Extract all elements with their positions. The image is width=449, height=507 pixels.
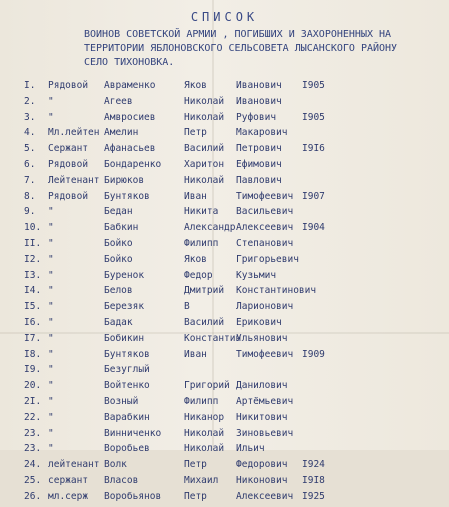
entry-number: I4. — [24, 285, 42, 297]
entry-surname: Бобикин — [104, 332, 145, 344]
entry-first-name: Григорий — [184, 380, 230, 392]
list-entry — [0, 364, 449, 380]
list-entry — [0, 206, 449, 222]
entry-number: I. — [24, 80, 36, 91]
entry-patronymic: Васильевич — [236, 206, 294, 218]
entry-birth-year: I9I6 — [302, 143, 325, 155]
entry-number: 10. — [24, 222, 42, 234]
entry-rank: " — [48, 222, 54, 234]
document-subtitle — [84, 28, 414, 70]
entry-number: I5. — [24, 301, 42, 313]
entry-surname: Бедан — [104, 206, 133, 218]
entry-rank: " — [48, 111, 54, 123]
entry-surname: Авраменко — [104, 80, 156, 91]
entry-patronymic: Ульянович — [236, 332, 288, 344]
list-entry — [0, 491, 449, 507]
entry-first-name: Николай — [184, 95, 225, 107]
entry-surname: Амвросиев — [104, 111, 156, 123]
entry-rank: " — [48, 395, 54, 407]
entry-patronymic: Алексеевич — [236, 490, 294, 502]
entry-rank: " — [48, 427, 54, 439]
entry-first-name: Василий — [184, 143, 225, 155]
entry-birth-year: I905 — [302, 111, 325, 123]
entry-surname: Агеев — [104, 95, 133, 107]
list-entry — [0, 254, 449, 270]
entry-number: 20. — [24, 380, 42, 392]
entry-number: I2. — [24, 253, 42, 265]
entry-rank: " — [48, 206, 54, 218]
entry-number: I3. — [24, 269, 42, 281]
list-entry — [0, 428, 449, 444]
list-entry — [0, 222, 449, 238]
soldier-list — [0, 80, 449, 507]
entry-first-name: Никита — [184, 206, 219, 218]
entry-rank: лейтенант — [48, 459, 100, 471]
entry-patronymic: Павлович — [236, 174, 282, 186]
list-entry — [0, 301, 449, 317]
entry-patronymic: Тимофеевич — [236, 348, 294, 360]
entry-surname: Бойко — [104, 237, 133, 249]
entry-first-name: Николай — [184, 111, 225, 123]
entry-birth-year: I905 — [302, 80, 325, 91]
list-entry — [0, 459, 449, 475]
entry-patronymic: Руфович — [236, 111, 277, 123]
entry-patronymic: Иванович — [236, 95, 282, 107]
entry-surname: Бойко — [104, 253, 133, 265]
entry-rank: " — [48, 364, 54, 376]
subtitle-line: ТЕРРИТОРИИ ЯБЛОНОВСКОГО СЕЛЬСОВЕТА ЛЫСАНСКОГО РАЙОНУ — [84, 43, 398, 54]
entry-patronymic: Никитович — [236, 411, 288, 423]
list-entry — [0, 191, 449, 207]
entry-birth-year: I904 — [302, 222, 325, 234]
subtitle-line: ВОИНОВ СОВЕТСКОЙ АРМИИ , ПОГИБШИХ И ЗАХОРОНЕННЫХ НА — [84, 29, 392, 40]
entry-surname: Воробьев — [104, 443, 150, 455]
entry-surname: Бунтяков — [104, 348, 150, 360]
entry-patronymic: Данилович — [236, 380, 288, 392]
entry-number: 22. — [24, 411, 42, 423]
entry-surname: Березяк — [104, 301, 145, 313]
entry-patronymic: Ильич — [236, 443, 265, 455]
entry-patronymic: Кузьмич — [236, 269, 277, 281]
entry-surname: Бадак — [104, 316, 133, 328]
entry-patronymic: Артёмьевич — [236, 395, 294, 407]
list-entry — [0, 159, 449, 175]
entry-number: 4. — [24, 127, 36, 139]
entry-patronymic: Григорьевич — [236, 253, 299, 265]
entry-number: 2. — [24, 95, 36, 107]
entry-rank: " — [48, 443, 54, 455]
entry-number: 2I. — [24, 395, 42, 407]
entry-first-name: Константин — [184, 332, 242, 344]
entry-first-name: Николай — [184, 427, 225, 439]
entry-first-name: Яков — [184, 253, 207, 265]
entry-first-name: Дмитрий — [184, 285, 225, 297]
entry-surname: Белов — [104, 285, 133, 297]
entry-birth-year: I925 — [302, 490, 325, 502]
entry-patronymic: Алексеевич — [236, 222, 294, 234]
entry-patronymic: Петрович — [236, 143, 282, 155]
entry-patronymic: Федорович — [236, 459, 288, 471]
list-entry — [0, 270, 449, 286]
entry-rank: " — [48, 332, 54, 344]
entry-number: 7. — [24, 174, 36, 186]
list-entry — [0, 412, 449, 428]
list-entry — [0, 317, 449, 333]
entry-birth-year: I909 — [302, 348, 325, 360]
entry-patronymic: Иванович — [236, 80, 282, 91]
entry-patronymic: Зиновьевич — [236, 427, 294, 439]
entry-first-name: Петр — [184, 490, 207, 502]
entry-first-name: Николай — [184, 443, 225, 455]
entry-patronymic: Ларионович — [236, 301, 294, 313]
entry-patronymic: Ерикович — [236, 316, 282, 328]
entry-surname: Бондаренко — [104, 158, 162, 170]
entry-number: 9. — [24, 206, 36, 218]
entry-rank: Рядовой — [48, 158, 89, 170]
document-title: СПИСОК — [190, 10, 259, 24]
entry-first-name: Михаил — [184, 474, 219, 486]
list-entry — [0, 443, 449, 459]
entry-number: 26. — [24, 490, 42, 502]
entry-rank: " — [48, 301, 54, 313]
entry-surname: Буренок — [104, 269, 145, 281]
entry-patronymic: Никонович — [236, 474, 288, 486]
list-entry — [0, 175, 449, 191]
entry-number: I9. — [24, 364, 42, 376]
entry-surname: Бунтяков — [104, 190, 150, 202]
entry-number: 5. — [24, 143, 36, 155]
entry-patronymic: Тимофеевич — [236, 190, 294, 202]
entry-first-name: Иван — [184, 190, 207, 202]
entry-rank: " — [48, 316, 54, 328]
entry-number: 6. — [24, 158, 36, 170]
entry-rank: " — [48, 237, 54, 249]
entry-rank: " — [48, 348, 54, 360]
entry-first-name: Александр — [184, 222, 236, 234]
list-entry — [0, 349, 449, 365]
list-entry — [0, 96, 449, 112]
entry-number: 8. — [24, 190, 36, 202]
entry-first-name: Петр — [184, 459, 207, 471]
entry-rank: сержант — [48, 474, 89, 486]
entry-surname: Власов — [104, 474, 139, 486]
entry-number: 24. — [24, 459, 42, 471]
list-entry — [0, 396, 449, 412]
entry-birth-year: I907 — [302, 190, 325, 202]
entry-first-name: Федор — [184, 269, 213, 281]
entry-surname: Волк — [104, 459, 127, 471]
entry-first-name: Николай — [184, 174, 225, 186]
entry-rank: Лейтенант — [48, 174, 100, 186]
entry-rank: Сержант — [48, 143, 89, 155]
entry-rank: " — [48, 269, 54, 281]
entry-patronymic: Ефимович — [236, 158, 282, 170]
entry-number: I8. — [24, 348, 42, 360]
list-entry — [0, 112, 449, 128]
entry-first-name: Петр — [184, 127, 207, 139]
entry-rank: мл.серж — [48, 490, 89, 502]
entry-rank: Мл.лейтен — [48, 127, 100, 139]
entry-first-name: Василий — [184, 316, 225, 328]
entry-number: 25. — [24, 474, 42, 486]
entry-number: 3. — [24, 111, 36, 123]
entry-first-name: Филипп — [184, 395, 219, 407]
entry-number: I6. — [24, 316, 42, 328]
entry-birth-year: I9I8 — [302, 474, 325, 486]
entry-surname: Воробьянов — [104, 490, 162, 502]
entry-surname: Безуглый — [104, 364, 150, 376]
entry-first-name: Харитон — [184, 158, 225, 170]
entry-first-name: Яков — [184, 80, 207, 91]
entry-surname: Бирюков — [104, 174, 145, 186]
entry-rank: " — [48, 95, 54, 107]
entry-surname: Войтенко — [104, 380, 150, 392]
entry-first-name: Иван — [184, 348, 207, 360]
entry-patronymic: Константинович — [236, 285, 317, 297]
entry-number: I7. — [24, 332, 42, 344]
list-entry — [0, 285, 449, 301]
entry-rank: " — [48, 285, 54, 297]
list-entry — [0, 475, 449, 491]
entry-surname: Варабкин — [104, 411, 150, 423]
entry-surname: Возный — [104, 395, 139, 407]
entry-number: II. — [24, 237, 42, 249]
entry-number: 23. — [24, 443, 42, 455]
entry-number: 23. — [24, 427, 42, 439]
entry-first-name: Никанор — [184, 411, 225, 423]
entry-rank: " — [48, 380, 54, 392]
entry-rank: Рядовой — [48, 190, 89, 202]
entry-birth-year: I924 — [302, 459, 325, 471]
entry-rank: " — [48, 411, 54, 423]
entry-first-name: Филипп — [184, 237, 219, 249]
entry-surname: Бабкин — [104, 222, 139, 234]
list-entry — [0, 143, 449, 159]
entry-surname: Винниченко — [104, 427, 162, 439]
entry-rank: Рядовой — [48, 80, 89, 91]
subtitle-line: СЕЛО ТИХОНОВКА. — [84, 57, 175, 68]
list-entry — [0, 238, 449, 254]
entry-patronymic: Макарович — [236, 127, 288, 139]
entry-surname: Амелин — [104, 127, 139, 139]
list-entry — [0, 380, 449, 396]
entry-patronymic: Степанович — [236, 237, 294, 249]
list-entry — [0, 127, 449, 143]
entry-rank: " — [48, 253, 54, 265]
entry-first-name: В — [184, 301, 190, 313]
list-entry — [0, 80, 449, 96]
entry-surname: Афанасьев — [104, 143, 156, 155]
list-entry — [0, 333, 449, 349]
